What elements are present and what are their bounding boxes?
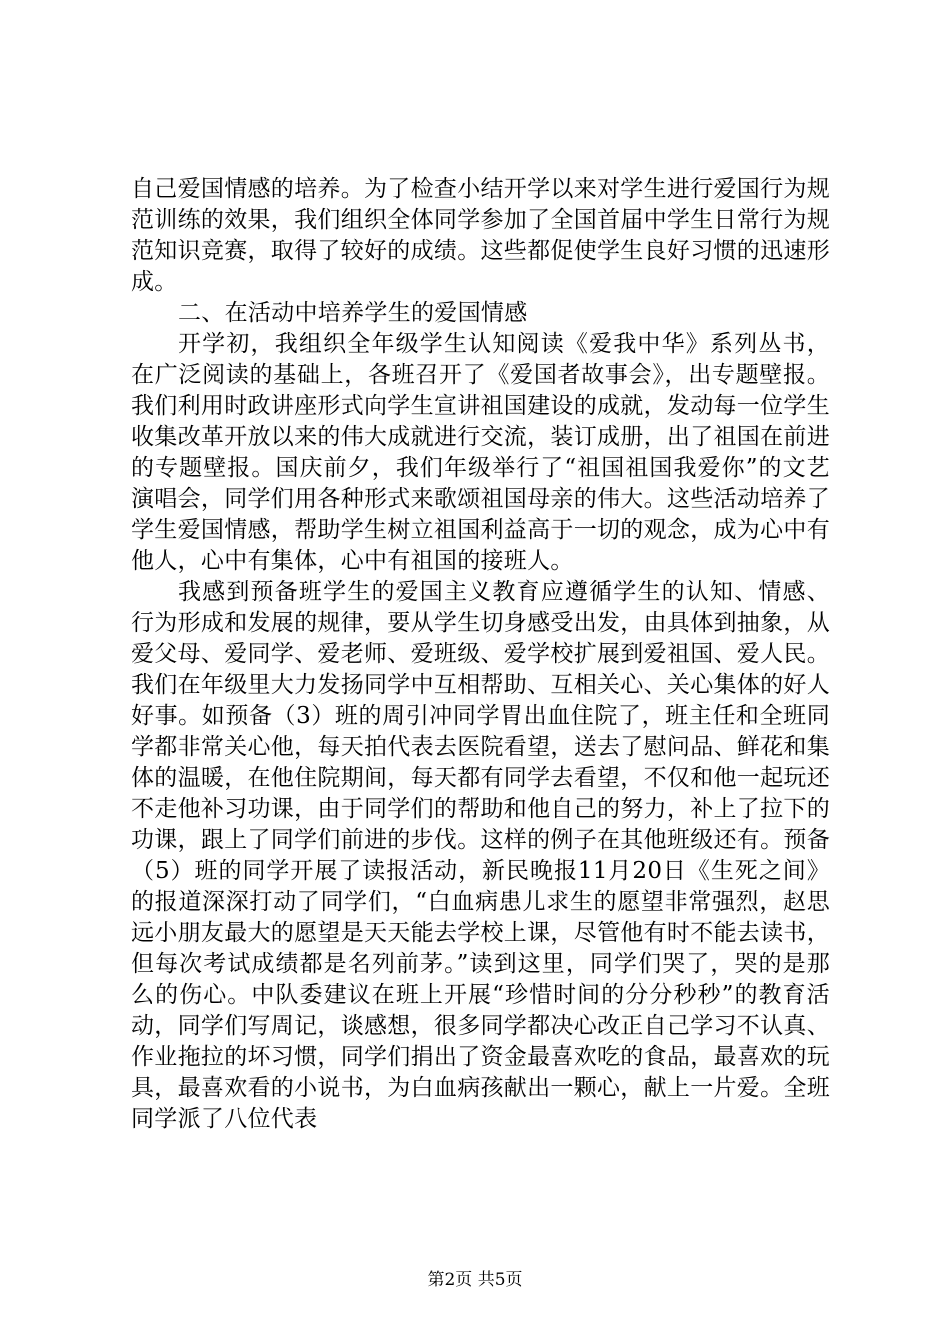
paragraph-activities: 开学初，我组织全年级学生认知阅读《爱我中华》系列丛书，在广泛阅读的基础上，各班召开了《爱国者故事会》，出专题壁报。我们利用时政讲座形式向学生宣讲祖国建设的成就，发动每一位学生收集改革开放以来的伟大成就进行交流，装订成册，出了祖国在前进的专题壁报。国庆前夕，我们年级举行了“祖国祖国我爱你”的文艺演唱会，同学们用各种形式来歌颂祖国母亲的伟大。这些活动培养了学生爱国情感，帮助学生树立祖国利益高于一切的观念，成为心中有他人，心中有集体，心中有祖国的接班人。 xyxy=(131,331,830,574)
paragraph-patriotic-education: 我感到预备班学生的爱国主义教育应遵循学生的认知、情感、行为形成和发展的规律，要从学生切身感受出发，由具体到抽象，从爱父母、爱同学、爱老师、爱班级、爱学校扩展到爱祖国、爱人民。我们在年级里大力发扬同学中互相帮助、互相关心、关心集体的好人好事。如预备（3）班的周引冲同学胃出血住院了，班主任和全班同学都非常关心他，每天拍代表去医院看望，送去了慰问品、鲜花和集体的温暖，在他住院期间，每天都有同学去看望，不仅和他一起玩还不走他补习功课，由于同学们的帮助和他自己的努力，补上了拉下的功课，跟上了同学们前进的步伐。这样的例子在其他班级还有。预备（5）班的同学开展了读报活动，新民晚报11月20日《生死之间》的报道深深打动了同学们，“白血病患儿求生的愿望非常强烈，赵思远小朋友最大的愿望是天天能去学校上课，尽管他有时不能去读书，但每次考试成绩都是名列前茅。”读到这里，同学们哭了，哭的是那么的伤心。中队委建议在班上开展“珍惜时间的分分秒秒”的教育活动，同学们写周记，谈感想，很多同学都决心改正自己学习不认真、作业拖拉的坏习惯，同学们捐出了资金最喜欢吃的食品，最喜欢的玩具，最喜欢看的小说书，为白血病孩献出一颗心，献上一片爱。全班同学派了八位代表 xyxy=(131,579,830,1132)
paragraph-continuation: 自己爱国情感的培养。为了检查小结开学以来对学生进行爱国行为规范训练的效果，我们组织全体同学参加了全国首届中学生日常行为规范知识竞赛，取得了较好的成绩。这些都促使学生良好习惯的迅速形成。 xyxy=(131,176,830,295)
document-body xyxy=(131,174,830,1135)
page-number-footer: 第2页 共5页 xyxy=(427,1270,523,1290)
section-heading: 二、在活动中培养学生的爱国情感 xyxy=(178,300,528,326)
